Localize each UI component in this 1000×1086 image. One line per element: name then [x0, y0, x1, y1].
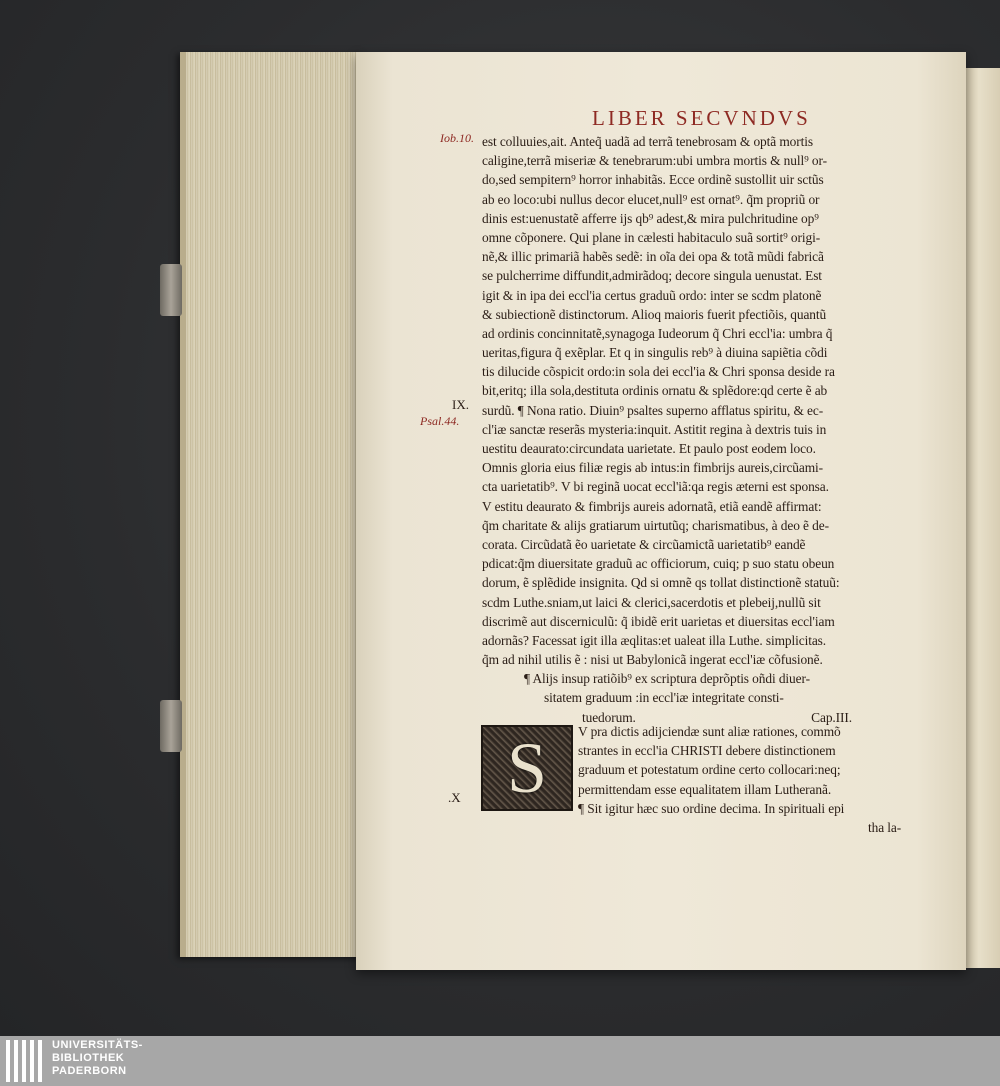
- chapter-label: Cap.III.: [811, 709, 852, 725]
- logo-line: BIBLIOTHEK: [52, 1052, 125, 1064]
- text-line: omne cõponere. Qui plane in cælesti habitaculo suã sortit⁹ origi-: [482, 229, 821, 245]
- text-line: pdicat:q̃m diuersitate graduũ ac officiorum, cuiq; p suo statu obeun: [482, 556, 835, 572]
- text-line: caligine,terrã miseriæ & tenebrarum:ubi umbra mortis & null⁹ or-: [482, 153, 827, 169]
- text-line: cta uarietatib⁹. V bi reginã uocat eccl'iã:qa regis æterni est sponsa.: [482, 479, 829, 495]
- text-line: dorum, ẽ splẽdide insignita. Qd si omnẽ qs tollat distinctionẽ statuũ:: [482, 575, 840, 591]
- text-line: ab eo loco:ubi nullus decor elucet,null⁹ est ornat⁹. q̃m propriũ or: [482, 191, 820, 207]
- drop-cap-letter: S: [506, 728, 548, 808]
- text-line: strantes in eccl'ia CHRISTI debere distinctionem: [578, 743, 836, 759]
- text-line: corata. Circũdatã ẽo uarietate & circũamictã uarietatib⁹ eandẽ: [482, 536, 806, 552]
- chapter-text-block: [578, 722, 923, 837]
- text-line: scdm Luthe.sniam,ut laici & clerici,sacerdotis et plebeij,nullũ sit: [482, 594, 821, 610]
- library-logo-text: [52, 1039, 143, 1078]
- text-line: est colluuies,ait. Anteq̃ uadã ad terrã tenebrosam & optã mortis: [482, 134, 813, 149]
- text-line: nẽ,& illic primariã habẽs sedẽ: in oĩa dei opa & totã mũdi fabricã: [482, 249, 824, 265]
- library-footer: [0, 1036, 1000, 1086]
- text-line: discrimẽ aut discerniculũ: q̃ ibidẽ erit uarietas et diuersitas eccl'iam: [482, 613, 835, 629]
- text-line: bit,eritq; illa sola,destituta ordinis ornatu & splẽdore:qd certe ẽ ab: [482, 383, 828, 399]
- text-line: do,sed sempitern⁹ horror inhabitãs. Ecce ordinẽ sustollit uir sctũs: [482, 172, 824, 188]
- chapter-heading-line: sitatem graduum :in eccl'iæ integritate consti-: [544, 690, 784, 706]
- book-clasp-upper: [160, 264, 182, 316]
- logo-line: UNIVERSITÄTS-: [52, 1039, 143, 1051]
- text-line: q̃m ad nihil utilis ẽ : nisi ut Babylonicã ingerat eccl'iæ cõfusionẽ.: [482, 652, 823, 668]
- facing-page-edge: [965, 68, 1000, 968]
- text-line: Omnis gloria eius filiæ regis ab intus:in fimbrijs aureis,circũami-: [482, 460, 824, 476]
- book-clasp-lower: [160, 700, 182, 752]
- margin-note-psal: Psal.44.: [420, 414, 460, 428]
- chapter-heading-line: ¶ Alijs insup ratiõib⁹ ex scriptura deprõptis oñdi diuer-: [524, 671, 810, 687]
- text-line: ad ordinis concinnitatẽ,synagoga Iudeorum q̃ Chri eccl'ia: umbra q̃: [482, 325, 833, 341]
- margin-note-job: Iob.10.: [440, 131, 474, 145]
- text-line: & subiectionẽ distinctorum. Alioq maioris fuerit pfectiõis, quantũ: [482, 306, 827, 322]
- text-line: graduum et potestatum ordine certo collocari:neq;: [578, 762, 841, 778]
- text-line: q̃m charitate & alijs gratiarum uirtutũq; charismatibus, à deo ẽ de-: [482, 517, 829, 533]
- library-logo-icon: [6, 1040, 46, 1082]
- text-line: cl'iæ sanctæ reserãs mysteria:inquit. Astitit regina à dextris tuis in: [482, 421, 827, 437]
- text-line: permittendam esse equalitatem illam Lutheranã.: [578, 781, 832, 797]
- main-text-block: [482, 132, 922, 727]
- text-line: surdũ. ¶ Nona ratio. Diuin⁹ psaltes superno afflatus spiritu, & ec-: [482, 402, 824, 418]
- text-line: se pulcherrime diffundit,admirãdoq; decore singula uenustat. Est: [482, 268, 822, 284]
- text-line: igit & in ipa dei eccl'ia certus graduũ ordo: inter se scdm platonẽ: [482, 287, 822, 303]
- margin-note-x: .X: [448, 790, 461, 805]
- chapter-heading-end: tuedorum.: [582, 709, 636, 725]
- text-line: V estitu deaurato & fimbrijs aureis adornatã, etiã eandẽ affirmat:: [482, 498, 822, 514]
- text-line: dinis est:uenustatẽ afferre ijs qb⁹ adest,& mira pulchritudine op⁹: [482, 210, 819, 226]
- running-head: LIBER SECVNDVS: [592, 106, 811, 130]
- text-line: adornãs? Facessat igit illa æqlitas:et ualeat illa Luthe. simplicitas.: [482, 632, 827, 648]
- logo-line: PADERBORN: [52, 1065, 127, 1077]
- decorated-initial: [481, 725, 573, 811]
- margin-note-ix: IX.: [452, 397, 469, 412]
- text-line: ¶ Sit igitur hæc suo ordine decima. In spirituali epi: [578, 800, 845, 816]
- text-line: tis dilucide cõspicit ordo:in sola dei eccl'ia & Chri sponsa deside ra: [482, 364, 835, 380]
- text-line: V pra dictis adijciendæ sunt aliæ rationes, commõ: [578, 724, 841, 739]
- text-line: ueritas,figura q̃ exẽplar. Et q in singulis reb⁹ à diuina sapiẽtia cõdi: [482, 345, 828, 361]
- text-line: tha la-: [868, 819, 902, 835]
- book-page-edges: [180, 52, 364, 957]
- text-line: uestitu deaurato:circundata uarietate. Et paulo post eodem loco.: [482, 441, 816, 456]
